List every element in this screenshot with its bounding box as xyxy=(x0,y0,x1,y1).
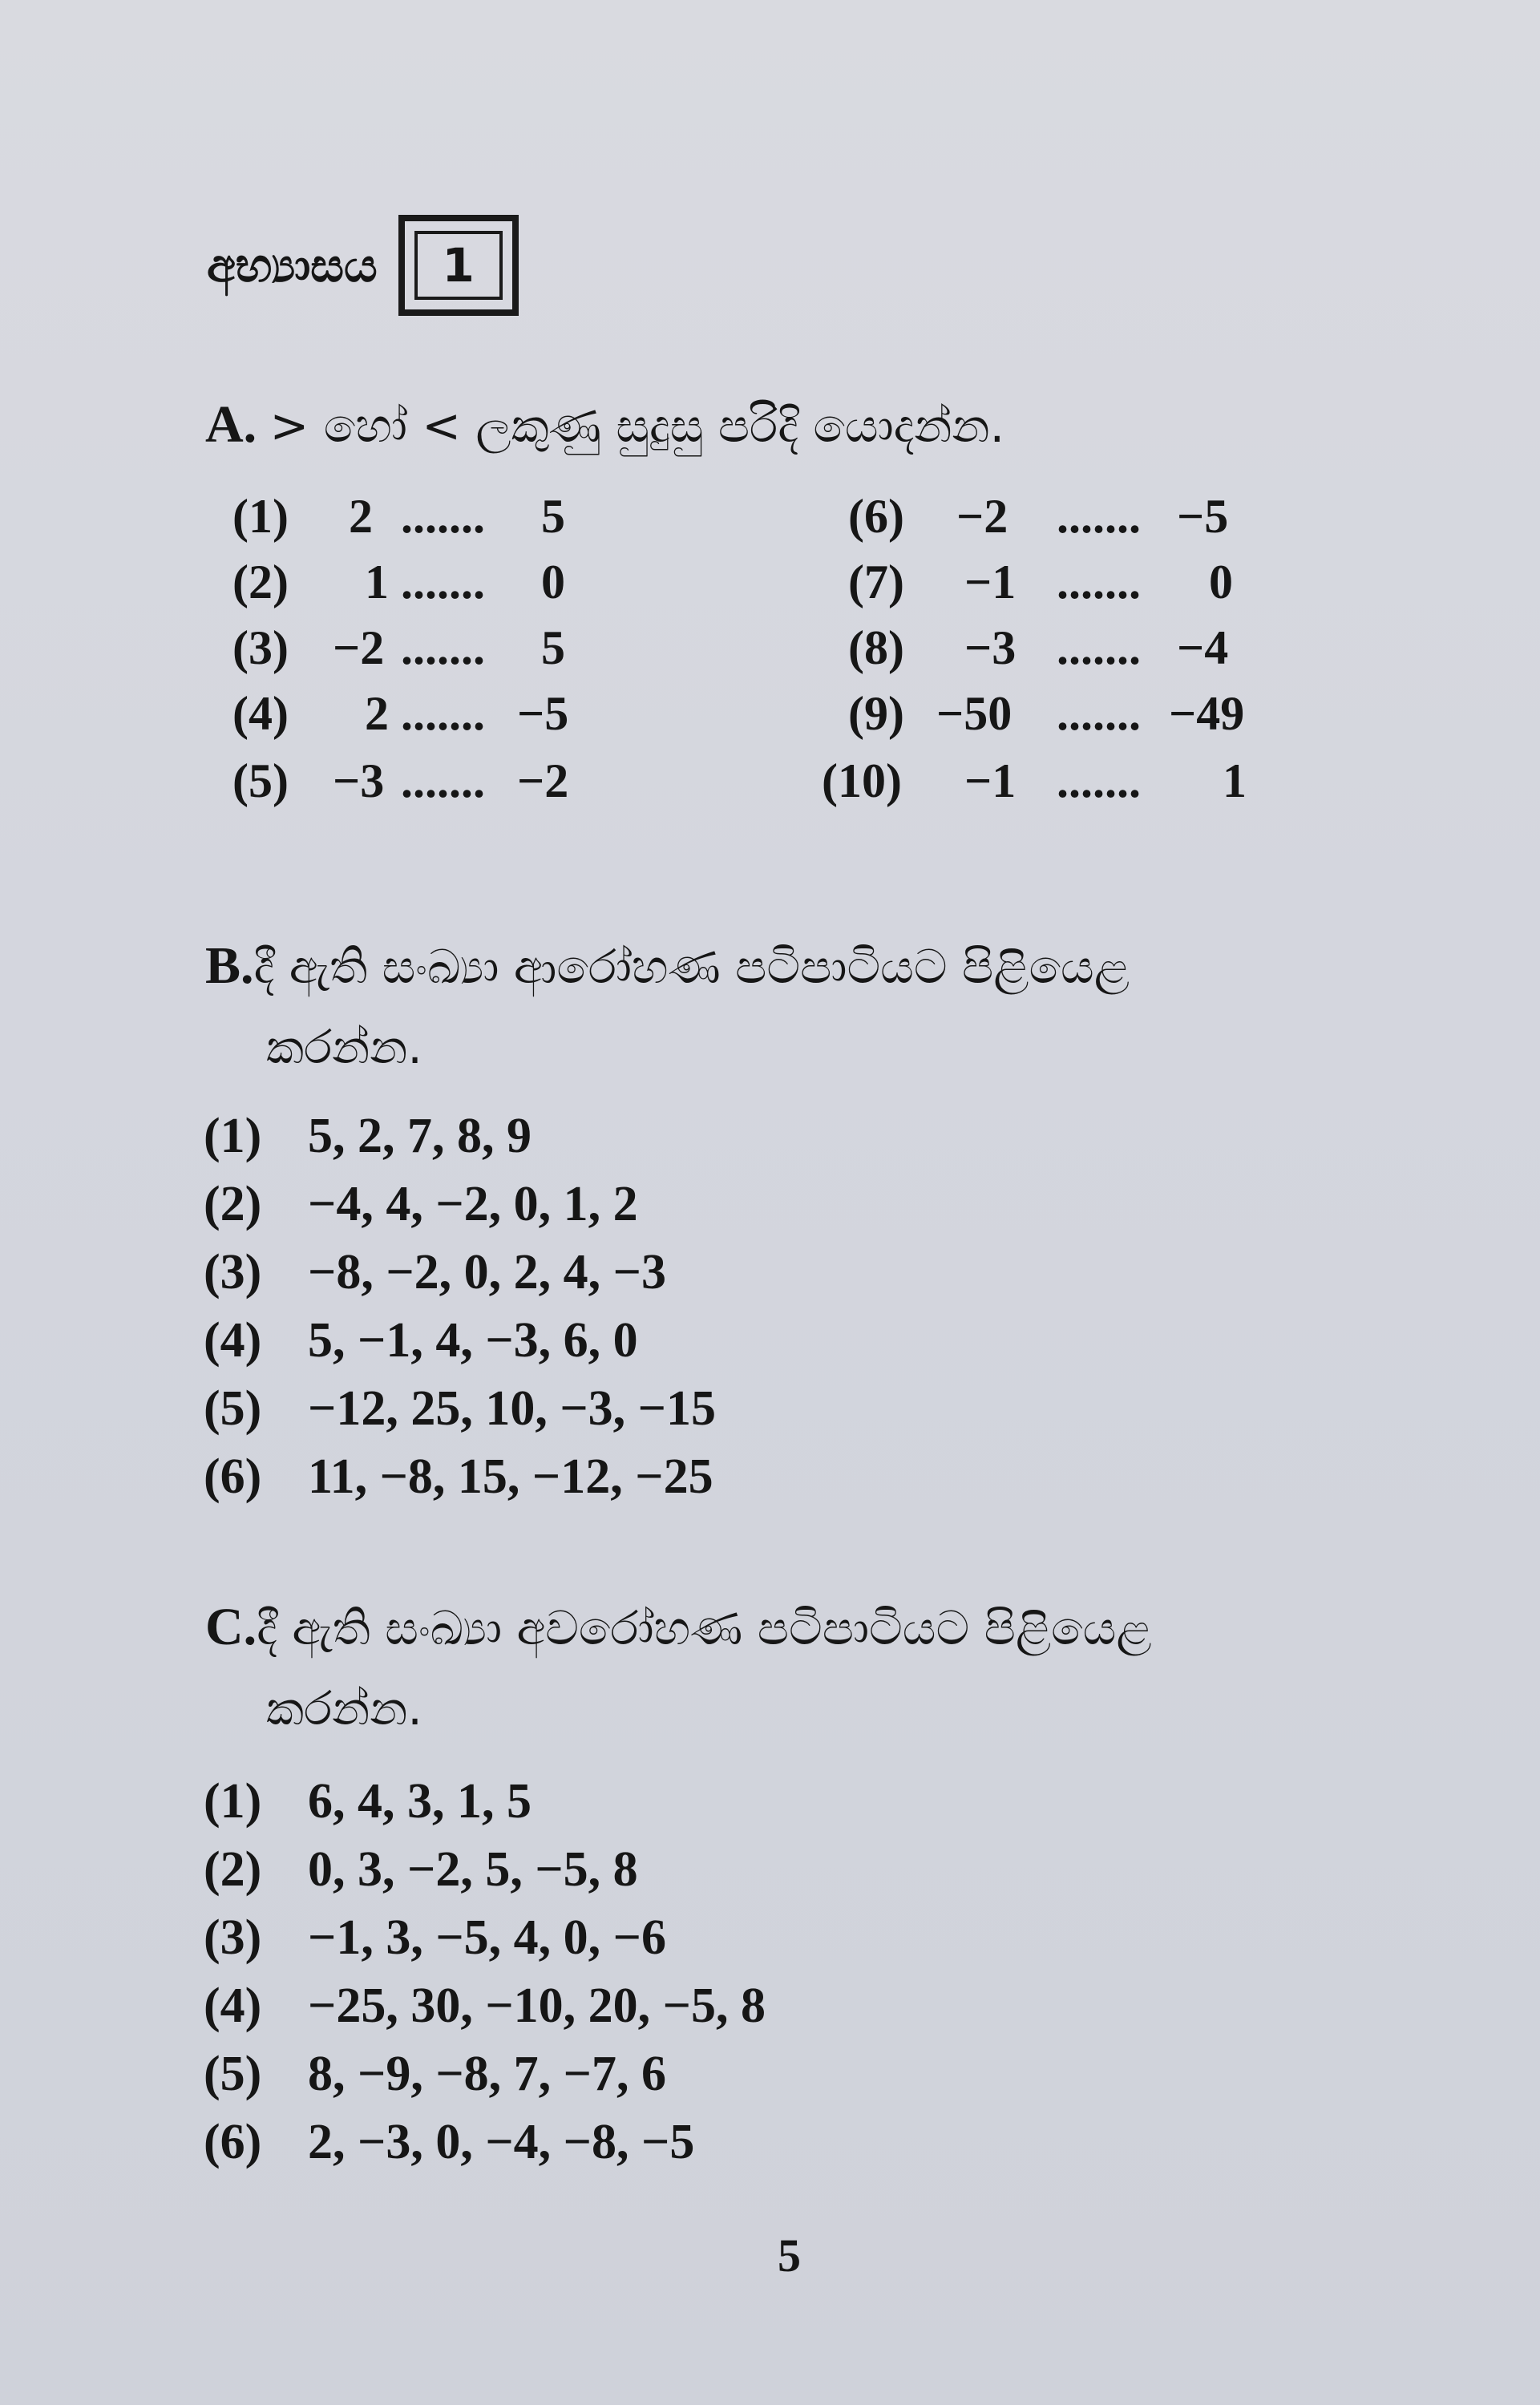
section-b-instruction-line2: කරන්න. xyxy=(266,1020,422,1074)
item-label: (2) xyxy=(204,1842,262,1897)
item-values: −8, −2, 0, 2, 4, −3 xyxy=(308,1245,666,1300)
item-label: (4) xyxy=(232,687,289,740)
item-label: (4) xyxy=(204,1979,262,2033)
value-a: 1 xyxy=(365,556,389,608)
blank-dots: ....... xyxy=(1057,687,1141,740)
item-values: 5, 2, 7, 8, 9 xyxy=(308,1109,532,1163)
value-a: −2 xyxy=(956,490,1008,543)
item-label: (3) xyxy=(204,1245,262,1300)
item-values: 0, 3, −2, 5, −5, 8 xyxy=(308,1842,638,1897)
item-values: −12, 25, 10, −3, −15 xyxy=(308,1381,716,1436)
item-values: 11, −8, 15, −12, −25 xyxy=(308,1449,713,1504)
value-b: 1 xyxy=(1223,754,1247,807)
exercise-number-box xyxy=(398,215,519,316)
value-b: 0 xyxy=(1209,556,1233,608)
item-label: (10) xyxy=(822,754,902,807)
value-a: −1 xyxy=(964,556,1017,608)
item-values: 8, −9, −8, 7, −7, 6 xyxy=(308,2047,666,2101)
blank-dots: ....... xyxy=(401,556,485,608)
item-label: (5) xyxy=(204,1381,262,1436)
item-label: (6) xyxy=(204,1449,262,1504)
blank-dots: ....... xyxy=(1057,490,1141,543)
item-label: (7) xyxy=(848,556,904,608)
item-values: −4, 4, −2, 0, 1, 2 xyxy=(308,1177,638,1231)
section-a-title xyxy=(205,385,1004,466)
item-label: (6) xyxy=(204,2115,262,2169)
item-label: (4) xyxy=(204,1313,262,1368)
section-c-title xyxy=(205,1587,1152,1748)
blank-dots: ....... xyxy=(1057,556,1141,608)
item-label: (1) xyxy=(204,1774,262,1829)
value-b: −5 xyxy=(517,687,569,740)
blank-dots: ....... xyxy=(401,490,485,543)
item-values: 2, −3, 0, −4, −8, −5 xyxy=(308,2115,695,2169)
exercise-word: අභ්‍යාසය xyxy=(207,237,378,293)
item-label: (6) xyxy=(848,490,904,543)
item-values: −1, 3, −5, 4, 0, −6 xyxy=(308,1910,666,1965)
blank-dots: ....... xyxy=(401,621,485,674)
value-a: −3 xyxy=(964,621,1017,674)
section-a-instruction: > හෝ < ලකුණු සුදුසු පරිදි යොදන්න. xyxy=(269,398,1005,453)
item-values: 5, −1, 4, −3, 6, 0 xyxy=(308,1313,638,1368)
item-label: (5) xyxy=(204,2047,262,2101)
item-label: (8) xyxy=(848,621,904,674)
value-b: −49 xyxy=(1169,687,1245,740)
value-a: −3 xyxy=(333,754,385,807)
value-a: 2 xyxy=(349,490,373,543)
section-c-instruction-line1: දී ඇති සංඛ්‍යා අවරෝහණ පටිපාටියට පිළියෙළ xyxy=(257,1601,1152,1655)
blank-dots: ....... xyxy=(1057,754,1141,807)
value-b: 5 xyxy=(541,621,565,674)
item-label: (1) xyxy=(232,490,289,543)
blank-dots: ....... xyxy=(1057,621,1141,674)
item-label: (1) xyxy=(204,1109,262,1163)
section-c-letter: C. xyxy=(205,1598,257,1656)
blank-dots: ....... xyxy=(401,754,485,807)
item-label: (3) xyxy=(232,621,289,674)
value-b: −4 xyxy=(1177,621,1229,674)
value-b: 0 xyxy=(541,556,565,608)
item-values: 6, 4, 3, 1, 5 xyxy=(308,1774,532,1829)
item-values: −25, 30, −10, 20, −5, 8 xyxy=(308,1979,766,2033)
item-label: (9) xyxy=(848,687,904,740)
section-b-letter: B. xyxy=(205,936,254,995)
value-a: 2 xyxy=(365,687,389,740)
section-a-letter: A. xyxy=(205,395,257,454)
blank-dots: ....... xyxy=(401,687,485,740)
value-b: −2 xyxy=(517,754,569,807)
section-b-instruction-line1: දී ඇති සංඛ්‍යා ආරෝහණ පටිපාටියට පිළියෙළ xyxy=(253,940,1130,994)
exercise-number: 1 xyxy=(414,231,503,300)
exercise-heading xyxy=(207,215,519,316)
value-a: −1 xyxy=(964,754,1017,807)
page-number: 5 xyxy=(778,2229,801,2282)
item-label: (2) xyxy=(204,1177,262,1231)
value-b: 5 xyxy=(541,490,565,543)
item-label: (5) xyxy=(232,754,289,807)
section-c-instruction-line2: කරන්න. xyxy=(266,1681,422,1736)
section-b-title xyxy=(205,926,1130,1087)
item-label: (2) xyxy=(232,556,289,608)
value-a: −50 xyxy=(936,687,1013,740)
value-b: −5 xyxy=(1177,490,1229,543)
item-label: (3) xyxy=(204,1910,262,1965)
value-a: −2 xyxy=(333,621,385,674)
